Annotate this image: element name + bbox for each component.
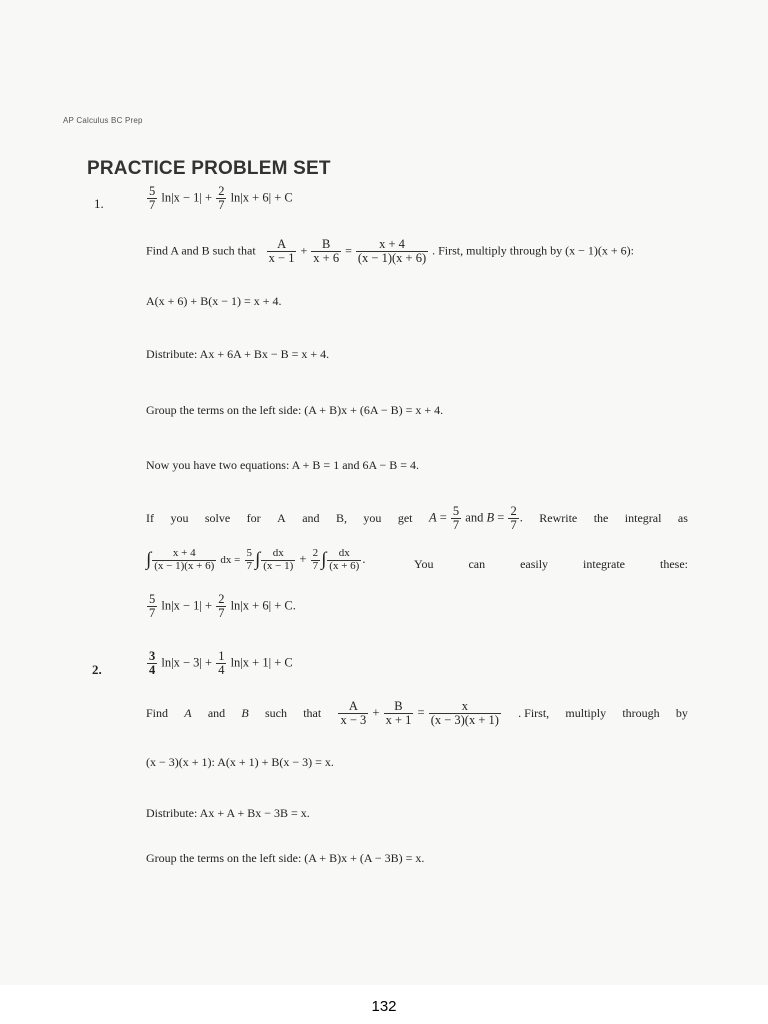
fraction: $\frac{A}{x - 3}$ bbox=[340, 699, 367, 728]
fraction: $\frac{5}{7}$ bbox=[149, 592, 156, 621]
fraction: $\frac{2}{7}$ bbox=[510, 504, 517, 533]
problem-2-equation: (x − 3)(x + 1): A(x + 1) + B(x − 3) = x. bbox=[146, 755, 334, 769]
problem-2-number: 2. bbox=[92, 662, 102, 677]
problem-1-find-line: Find A and B such that $\frac{A}{x - 1}$ + $\frac{B}{x + 6}$ = $\frac{x + 4}{(x - 1)(x + 6)}$ . First, multiply through by (x − 1)(x + 6): bbox=[146, 237, 634, 266]
fraction: $\frac{B}{x + 1}$ bbox=[385, 699, 412, 728]
problem-1-integrate-line: You can easily integrate these: bbox=[414, 557, 688, 571]
problem-2-find-line: Find A and B such that $\frac{A}{x - 3}$ + $\frac{B}{x + 1}$ = $\frac{x}{(x - 3)(x + 1)}$ . First, multiply through by bbox=[146, 699, 688, 728]
fraction: $\frac{3}{4}$ bbox=[149, 649, 156, 678]
fraction: $\frac{B}{x + 6}$ bbox=[313, 237, 340, 266]
fraction: $\frac{dx}{(x + 6)}$ bbox=[329, 547, 360, 572]
problem-1-number: 1. bbox=[94, 196, 104, 211]
problem-2-answer: $\frac{3}{4}$ ln|x − 3| + $\frac{1}{4}$ ln|x + 1| + C bbox=[149, 649, 293, 678]
problem-1-two-equations: Now you have two equations: A + B = 1 and 6A − B = 4. bbox=[146, 458, 420, 472]
fraction: $\frac{x + 4}{(x - 1)(x + 6)}$ bbox=[154, 547, 215, 572]
problem-1-final: $\frac{5}{7}$ ln|x − 1| + $\frac{2}{7}$ ln|x + 6| + C. bbox=[149, 592, 296, 621]
fraction: $\frac{2}{7}$ bbox=[312, 547, 319, 572]
problem-1-answer bbox=[146, 185, 293, 212]
problem-1-integral: ∫ $\frac{x + 4}{(x - 1)(x + 6)}$ dx = $\frac{5}{7}$ ∫ $\frac{dx}{(x - 1)}$ + $\frac{2}{7}$ ∫ $\frac{dx}{(x + 6)}$ . bbox=[146, 547, 366, 572]
fraction: $\frac{2}{7}$ bbox=[218, 592, 225, 621]
answer-term: ln|x − 1| + bbox=[161, 190, 213, 205]
fraction: $\frac{5}{7}$ bbox=[246, 547, 252, 572]
problem-1-equation: A(x + 6) + B(x − 1) = x + 4. bbox=[146, 294, 282, 308]
fraction: $\frac{5}{7}$ bbox=[149, 184, 156, 213]
fraction: $\frac{x + 4}{(x - 1)(x + 6)}$ bbox=[357, 237, 427, 266]
partial-fraction-equation: $\frac{A}{x - 3}$ + $\frac{B}{x + 1}$ = $\frac{x}{(x - 3)(x + 1)}$ bbox=[340, 699, 499, 728]
section-title: PRACTICE PROBLEM SET bbox=[87, 158, 331, 179]
fraction: $\frac{5}{7}$ bbox=[452, 504, 460, 533]
fraction: $\frac{x}{(x - 3)(x + 1)}$ bbox=[430, 699, 499, 728]
answer-term: ln|x + 6| + C bbox=[230, 190, 293, 205]
problem-2-distribute: Distribute: Ax + A + Bx − 3B = x. bbox=[146, 806, 310, 820]
solve-values: A = $\frac{5}{7}$ and B = $\frac{2}{7}$ . bbox=[428, 504, 523, 533]
problem-1-distribute: Distribute: Ax + 6A + Bx − B = x + 4. bbox=[146, 347, 330, 361]
running-header: AP Calculus BC Prep bbox=[63, 116, 143, 125]
fraction: $\frac{2}{7}$ bbox=[218, 184, 225, 213]
problem-2-group: Group the terms on the left side: (A + B)x + (A − 3B) = x. bbox=[146, 851, 425, 865]
fraction: $\frac{dx}{(x - 1)}$ bbox=[263, 547, 294, 572]
fraction: $\frac{A}{x - 1}$ bbox=[268, 237, 295, 266]
problem-1-solve-line: If you solve for A and B, you get A = $\frac{5}{7}$ and B = $\frac{2}{7}$ . Rewrite the integral as bbox=[146, 504, 688, 533]
problem-1-group: Group the terms on the left side: (A + B)x + (6A − B) = x + 4. bbox=[146, 403, 444, 417]
fraction: $\frac{1}{4}$ bbox=[218, 649, 225, 678]
page-number: 132 bbox=[371, 998, 397, 1015]
